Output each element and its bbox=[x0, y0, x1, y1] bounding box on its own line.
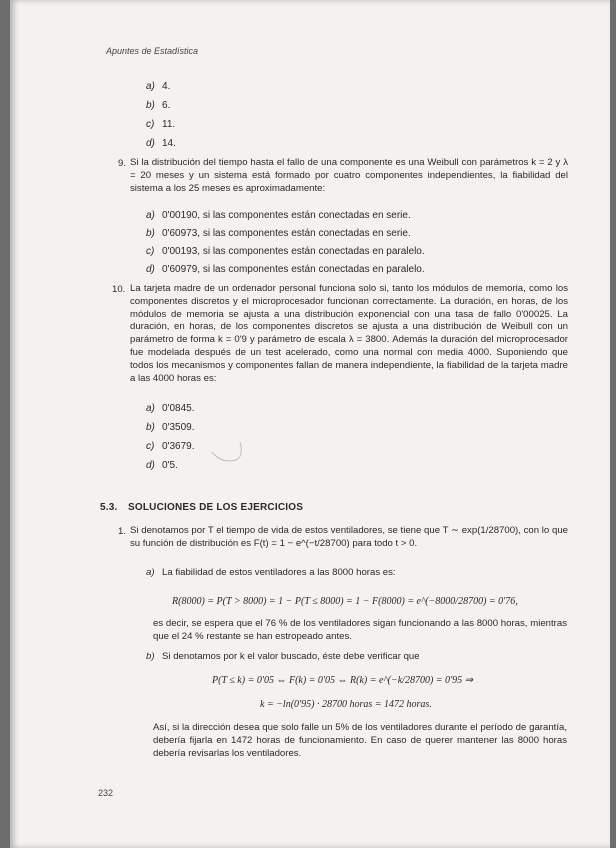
q9-option-c: c) 0'00193, si las componentes están conectadas en paralelo. bbox=[146, 246, 425, 257]
q8-option-c: c) 11. bbox=[146, 119, 176, 130]
sol1-conclusion: Así, si la dirección desea que solo falle un 5% de los ventiladores durante el período de garantía, debería fijarla en 1472 horas de funcionamiento. En caso de querer mantener las 8000 horas debería revisarlas los ventiladores. bbox=[153, 722, 567, 759]
q10-option-d: d) 0'5. bbox=[146, 460, 178, 471]
q9-option-d: d) 0'60979, si las componentes están conectadas en paralelo. bbox=[146, 264, 425, 275]
q10-option-c: c) 0'3679. bbox=[146, 441, 195, 452]
sol1-part-b: b) Si denotamos por k el valor buscado, éste debe verificar que bbox=[146, 651, 420, 662]
q9-text: Si la distribución del tiempo hasta el fallo de una componente es una Weibull con parámetros k = 2 y λ = 20 meses y un sistema está formado por cuatro componentes independientes, la fiabilidad del sistema a los 25 meses es aproximadamente: bbox=[130, 157, 568, 194]
sol1-part-a-explanation: es decir, se espera que el 76 % de los ventiladores sigan funcionando a las 8000 horas, mientras que el 24 % restante se han estropeado antes. bbox=[153, 618, 567, 642]
q8-option-d: d) 14. bbox=[146, 138, 176, 149]
q8-option-b: b) 6. bbox=[146, 100, 171, 111]
equation-k-value: k = −ln(0'95) · 28700 horas = 1472 horas. bbox=[260, 699, 432, 710]
q9-option-b: b) 0'60973, si las componentes están conectadas en serie. bbox=[146, 228, 411, 239]
page-number: 232 bbox=[98, 788, 114, 798]
pencil-mark-icon bbox=[210, 440, 250, 466]
q10-option-b: b) 0'3509. bbox=[146, 422, 195, 433]
q9-number: 9. bbox=[118, 158, 127, 169]
sol1-number: 1. bbox=[118, 526, 127, 537]
q10-text: La tarjeta madre de un ordenador personal funciona solo si, tanto los módulos de memoria, como los componentes discretos y el microprocesador funcionan correctamente. La duración, en horas, de los módulos de memoria se ajusta a una distribución exponencial con una tasa de fallo 0'00025. La duración, en horas, de los componentes discretos se ajusta a una distribución de Weibull con un parámetro de forma k = 0'9 y parámetro de escala λ = 3800. Además la duración del microprocesador fue modelada después de un test acelerado, como una normal con media 4000. Suponiendo que todos los mecanismos y componentes fallan de manera independiente, la fiabilidad de la tarjeta madre a las 4000 horas es: bbox=[130, 283, 568, 384]
q8-option-a: a) 4. bbox=[146, 81, 171, 92]
q9-option-a: a) 0'00190, si las componentes están conectadas en serie. bbox=[146, 210, 411, 221]
sol1-part-a: a) La fiabilidad de estos ventiladores a las 8000 horas es: bbox=[146, 567, 396, 578]
sol1-text: Si denotamos por T el tiempo de vida de estos ventiladores, se tiene que T ∼ exp(1/28700), con lo que su función de distribución es F(t) = 1 − e^(−t/28700) para todo t > 0. bbox=[130, 525, 568, 549]
running-header: Apuntes de Estadística bbox=[106, 46, 199, 56]
q10-number: 10. bbox=[112, 284, 126, 295]
equation-quantile: P(T ≤ k) = 0'05 ⇔ F(k) = 0'05 ⇔ R(k) = e^(−k/28700) = 0'95 ⇒ bbox=[212, 675, 474, 686]
equation-reliability: R(8000) = P(T > 8000) = 1 − P(T ≤ 8000) = 1 − F(8000) = e^(−8000/28700) = 0'76, bbox=[172, 596, 518, 607]
q10-option-a: a) 0'0845. bbox=[146, 403, 195, 414]
section-heading: 5.3. SOLUCIONES DE LOS EJERCICIOS bbox=[100, 502, 304, 513]
document-page bbox=[10, 0, 610, 848]
